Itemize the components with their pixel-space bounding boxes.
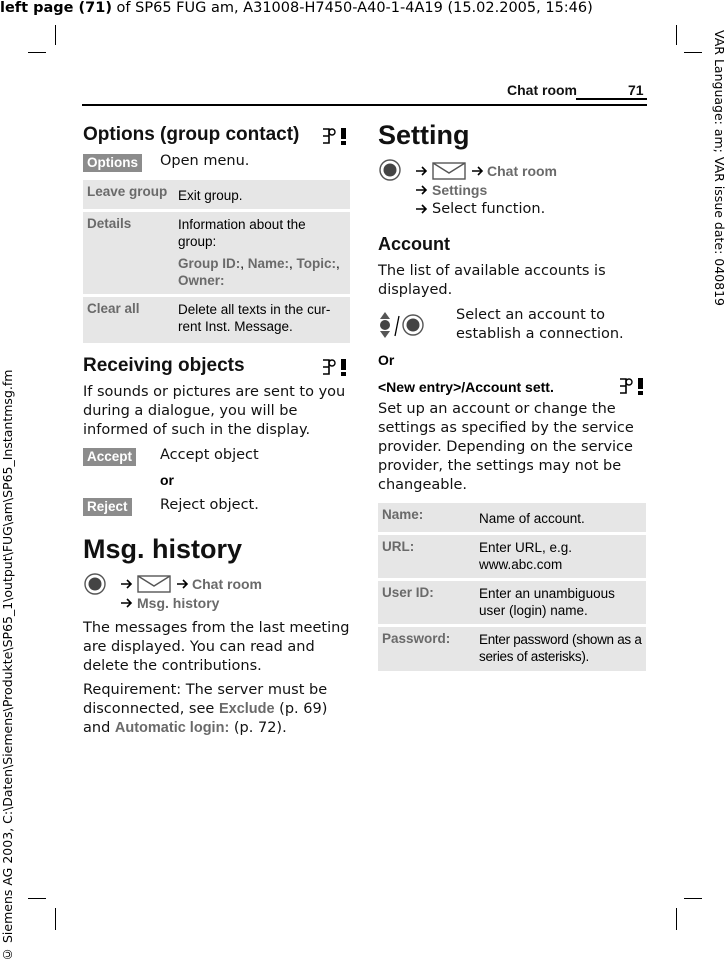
arrow-icon <box>120 597 134 609</box>
print-header-rest: of SP65 FUG am, A31008-H7450-A40-1-4A19 (15.02.2005, 15:46) <box>111 0 593 16</box>
table-key: Name: <box>382 507 424 522</box>
arrow-icon <box>120 578 134 590</box>
page-title: Chat room <box>507 82 577 98</box>
table-key: Details <box>87 216 132 231</box>
table-key: URL: <box>382 539 415 554</box>
reject-softkey[interactable]: Reject <box>83 498 132 516</box>
requirement-text <box>83 681 351 738</box>
side-text-right: VAR Language: am; VAR issue date: 040819 <box>712 30 727 306</box>
crop-mark <box>28 52 46 53</box>
table-value: Information about the group: <box>178 217 306 249</box>
joystick-icon <box>84 573 106 595</box>
table-key: User ID: <box>382 585 434 600</box>
receiving-heading: Receiving objects <box>83 355 245 376</box>
print-header <box>0 0 593 16</box>
options-desc: Open menu. <box>160 153 250 169</box>
options-softkey-line <box>83 152 142 172</box>
or-label-right: Or <box>378 352 395 368</box>
field-name: Name: <box>247 256 290 271</box>
setting-heading: Setting <box>378 120 470 150</box>
keypad-info-icon <box>320 357 350 377</box>
msg-text: The messages from the last meeting are displayed. You can read and delete the contributions. <box>83 620 350 674</box>
path-select-function: Select function. <box>432 201 546 217</box>
crop-mark <box>55 25 56 45</box>
accept-softkey[interactable]: Accept <box>83 448 136 466</box>
keypad-info-icon <box>320 126 350 146</box>
account-table <box>378 503 646 671</box>
options-softkey[interactable]: Options <box>83 154 142 172</box>
account-text: The list of available accounts is displayed. <box>378 263 606 298</box>
table-value: Name of account. <box>479 511 585 526</box>
crop-mark <box>28 898 46 899</box>
options-table <box>83 180 350 343</box>
req-mid: (p. 69) and <box>83 701 328 736</box>
field-group-id: Group ID: <box>178 256 241 271</box>
table-row <box>378 535 646 578</box>
keypad-info-icon <box>617 376 647 396</box>
navigate-up-down-icon <box>379 310 427 340</box>
accept-line <box>83 446 136 466</box>
path-settings[interactable]: Settings <box>432 182 488 198</box>
setup-text: Set up an account or change the settings as specified by the service provider. Depending on the service provider, the settings may not be changeable. <box>378 401 634 493</box>
req-prefix: Requirement: The server must be disconnected, see <box>83 682 328 717</box>
messages-envelope-icon <box>136 572 172 596</box>
table-value: Enter URL, e.g. www.abc.com <box>479 540 573 572</box>
table-value: Enter password (shown as a series of asterisks). <box>479 632 642 664</box>
msg-path-chat-room[interactable]: Chat room <box>192 576 262 592</box>
field-owner: Owner: <box>178 273 225 288</box>
msg-history-heading: Msg. history <box>83 534 243 564</box>
table-key: Leave group <box>87 184 168 199</box>
side-text-left: © Siemens AG 2003, C:\Daten\Siemens\Produkte\SP65_1\output\FUG\am\SP65_Instantmsg.fm <box>0 369 15 962</box>
reject-line <box>83 496 132 516</box>
header-rule <box>82 104 647 106</box>
page-number: 71 <box>628 82 644 98</box>
table-row <box>378 503 646 532</box>
path-chat-room[interactable]: Chat room <box>487 163 557 179</box>
receiving-text: If sounds or pictures are sent to you during a dialogue, you will be informed of such in the display. <box>83 384 346 438</box>
arrow-icon <box>415 184 429 196</box>
new-entry-label: <New entry>/Account sett. <box>378 379 554 395</box>
print-header-prefix: left page (71) <box>0 0 112 16</box>
msg-path-msg-history[interactable]: Msg. history <box>137 595 220 611</box>
table-value: Enter an unambiguous user (login) name. <box>479 586 615 618</box>
table-row <box>83 212 350 294</box>
accept-desc: Accept object <box>160 447 259 463</box>
req-link-automatic-login[interactable]: Automatic login: <box>114 720 230 736</box>
table-row <box>83 297 350 343</box>
table-row <box>378 627 646 671</box>
arrow-icon <box>471 165 485 177</box>
arrow-icon <box>415 165 429 177</box>
table-key: Clear all <box>87 301 140 316</box>
joystick-icon <box>379 159 401 181</box>
account-heading: Account <box>378 234 450 254</box>
table-row <box>378 581 646 624</box>
field-topic: Topic: <box>296 256 337 271</box>
group-fields: Group ID:, Name:, Topic:, Owner: <box>178 256 340 288</box>
page-number-rule <box>576 98 647 100</box>
options-heading: Options (group contact) <box>83 124 300 145</box>
req-suffix: (p. 72). <box>233 720 287 736</box>
arrow-icon <box>415 203 429 215</box>
crop-mark <box>55 908 56 930</box>
table-row <box>83 180 350 209</box>
arrow-icon <box>176 578 190 590</box>
table-value: Exit group. <box>178 188 243 203</box>
table-value: Delete all texts in the cur-rent Inst. Message. <box>178 302 331 334</box>
table-key: Password: <box>382 631 451 646</box>
messages-envelope-icon <box>431 159 467 183</box>
select-text: Select an account to establish a connection. <box>456 307 624 342</box>
req-link-exclude[interactable]: Exclude <box>218 701 275 717</box>
crop-mark <box>684 52 702 53</box>
or-label: or <box>160 472 174 488</box>
crop-mark <box>676 908 677 930</box>
reject-desc: Reject object. <box>160 497 259 513</box>
crop-mark <box>676 25 677 45</box>
crop-mark <box>684 898 702 899</box>
